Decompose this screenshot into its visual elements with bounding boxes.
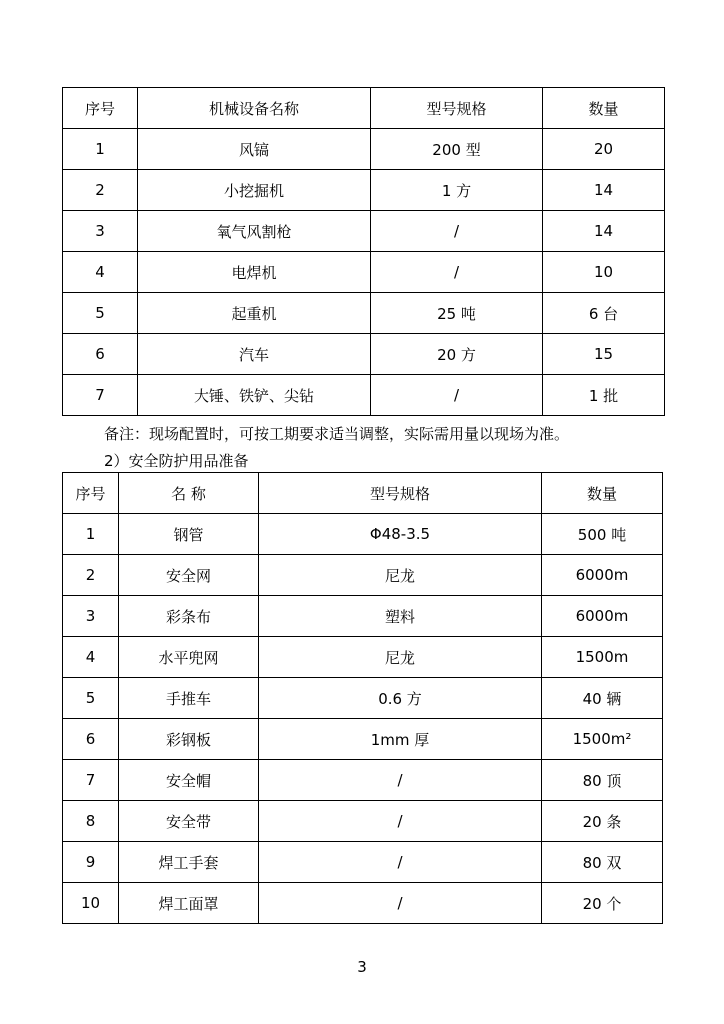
table-header-cell: 型号规格	[259, 473, 542, 514]
table-cell: 塑料	[259, 596, 542, 637]
equipment-note: 备注：现场配置时，可按工期要求适当调整，实际需用量以现场为准。	[104, 425, 570, 443]
safety-equipment-table	[62, 472, 663, 924]
table-cell: 14	[543, 170, 665, 211]
table-row	[63, 883, 663, 924]
table-cell: 安全帽	[119, 760, 259, 801]
table-header-row	[63, 473, 663, 514]
table-cell: 焊工手套	[119, 842, 259, 883]
table-row	[63, 170, 665, 211]
table-cell: 4	[63, 637, 119, 678]
table-cell: 彩钢板	[119, 719, 259, 760]
table-cell: 1	[63, 514, 119, 555]
table-cell: 1mm 厚	[259, 719, 542, 760]
section-heading: 2）安全防护用品准备	[104, 452, 249, 470]
table-cell: 安全网	[119, 555, 259, 596]
table-cell: 3	[63, 596, 119, 637]
table-cell: /	[371, 211, 543, 252]
table-cell: /	[371, 252, 543, 293]
table-row	[63, 637, 663, 678]
table-header-cell: 型号规格	[371, 88, 543, 129]
table-row	[63, 596, 663, 637]
table-row	[63, 211, 665, 252]
table-cell: 尼龙	[259, 555, 542, 596]
table-cell: 1	[63, 129, 138, 170]
safety-table-body	[63, 473, 663, 924]
table-cell: 电焊机	[138, 252, 371, 293]
table-row	[63, 555, 663, 596]
table-cell: 2	[63, 170, 138, 211]
table-row	[63, 801, 663, 842]
table-cell: 9	[63, 842, 119, 883]
table-cell: 风镐	[138, 129, 371, 170]
table-cell: 彩条布	[119, 596, 259, 637]
table-cell: 汽车	[138, 334, 371, 375]
table-cell: 20 方	[371, 334, 543, 375]
table-cell: 200 型	[371, 129, 543, 170]
table-cell: 7	[63, 375, 138, 416]
table-header-cell: 名 称	[119, 473, 259, 514]
table-header-cell: 数量	[543, 88, 665, 129]
table-cell: 80 顶	[542, 760, 663, 801]
table-cell: 钢管	[119, 514, 259, 555]
table-cell: /	[259, 883, 542, 924]
equipment-table-body	[63, 88, 665, 416]
table-cell: 焊工面罩	[119, 883, 259, 924]
table-cell: 尼龙	[259, 637, 542, 678]
table-row	[63, 678, 663, 719]
table-row	[63, 293, 665, 334]
table-header-cell: 序号	[63, 473, 119, 514]
table-row	[63, 760, 663, 801]
table-cell: 1500m	[542, 637, 663, 678]
table-cell: 1 批	[543, 375, 665, 416]
table-cell: 8	[63, 801, 119, 842]
table-cell: 6	[63, 334, 138, 375]
table-cell: 80 双	[542, 842, 663, 883]
table-row	[63, 129, 665, 170]
table-cell: 40 辆	[542, 678, 663, 719]
table-cell: 手推车	[119, 678, 259, 719]
table-cell: /	[371, 375, 543, 416]
table-cell: 6 台	[543, 293, 665, 334]
table-cell: /	[259, 842, 542, 883]
table-row	[63, 375, 665, 416]
table-header-cell: 机械设备名称	[138, 88, 371, 129]
table-cell: 小挖掘机	[138, 170, 371, 211]
table-cell: 6000m	[542, 596, 663, 637]
table-cell: 3	[63, 211, 138, 252]
table-cell: 2	[63, 555, 119, 596]
table-cell: 7	[63, 760, 119, 801]
table-cell: 起重机	[138, 293, 371, 334]
page-number: 3	[357, 958, 367, 976]
table-cell: 15	[543, 334, 665, 375]
table-cell: 500 吨	[542, 514, 663, 555]
table-cell: 14	[543, 211, 665, 252]
table-cell: 5	[63, 678, 119, 719]
table-cell: 5	[63, 293, 138, 334]
table-row	[63, 842, 663, 883]
equipment-table	[62, 87, 665, 416]
table-cell: 安全带	[119, 801, 259, 842]
table-row	[63, 719, 663, 760]
table-cell: 6000m	[542, 555, 663, 596]
table-cell: Φ48-3.5	[259, 514, 542, 555]
table-cell: 10	[63, 883, 119, 924]
table-header-row	[63, 88, 665, 129]
table-cell: 0.6 方	[259, 678, 542, 719]
table-cell: 4	[63, 252, 138, 293]
table-cell: /	[259, 760, 542, 801]
table-cell: 1 方	[371, 170, 543, 211]
table-cell: 25 吨	[371, 293, 543, 334]
table-cell: 6	[63, 719, 119, 760]
table-cell: 水平兜网	[119, 637, 259, 678]
table-header-cell: 数量	[542, 473, 663, 514]
table-row	[63, 252, 665, 293]
table-cell: 20 个	[542, 883, 663, 924]
table-cell: 10	[543, 252, 665, 293]
table-cell: 20	[543, 129, 665, 170]
table-cell: /	[259, 801, 542, 842]
table-cell: 大锤、铁铲、尖钻	[138, 375, 371, 416]
table-row	[63, 514, 663, 555]
table-cell: 1500m²	[542, 719, 663, 760]
table-cell: 氧气风割枪	[138, 211, 371, 252]
table-cell: 20 条	[542, 801, 663, 842]
table-row	[63, 334, 665, 375]
table-header-cell: 序号	[63, 88, 138, 129]
